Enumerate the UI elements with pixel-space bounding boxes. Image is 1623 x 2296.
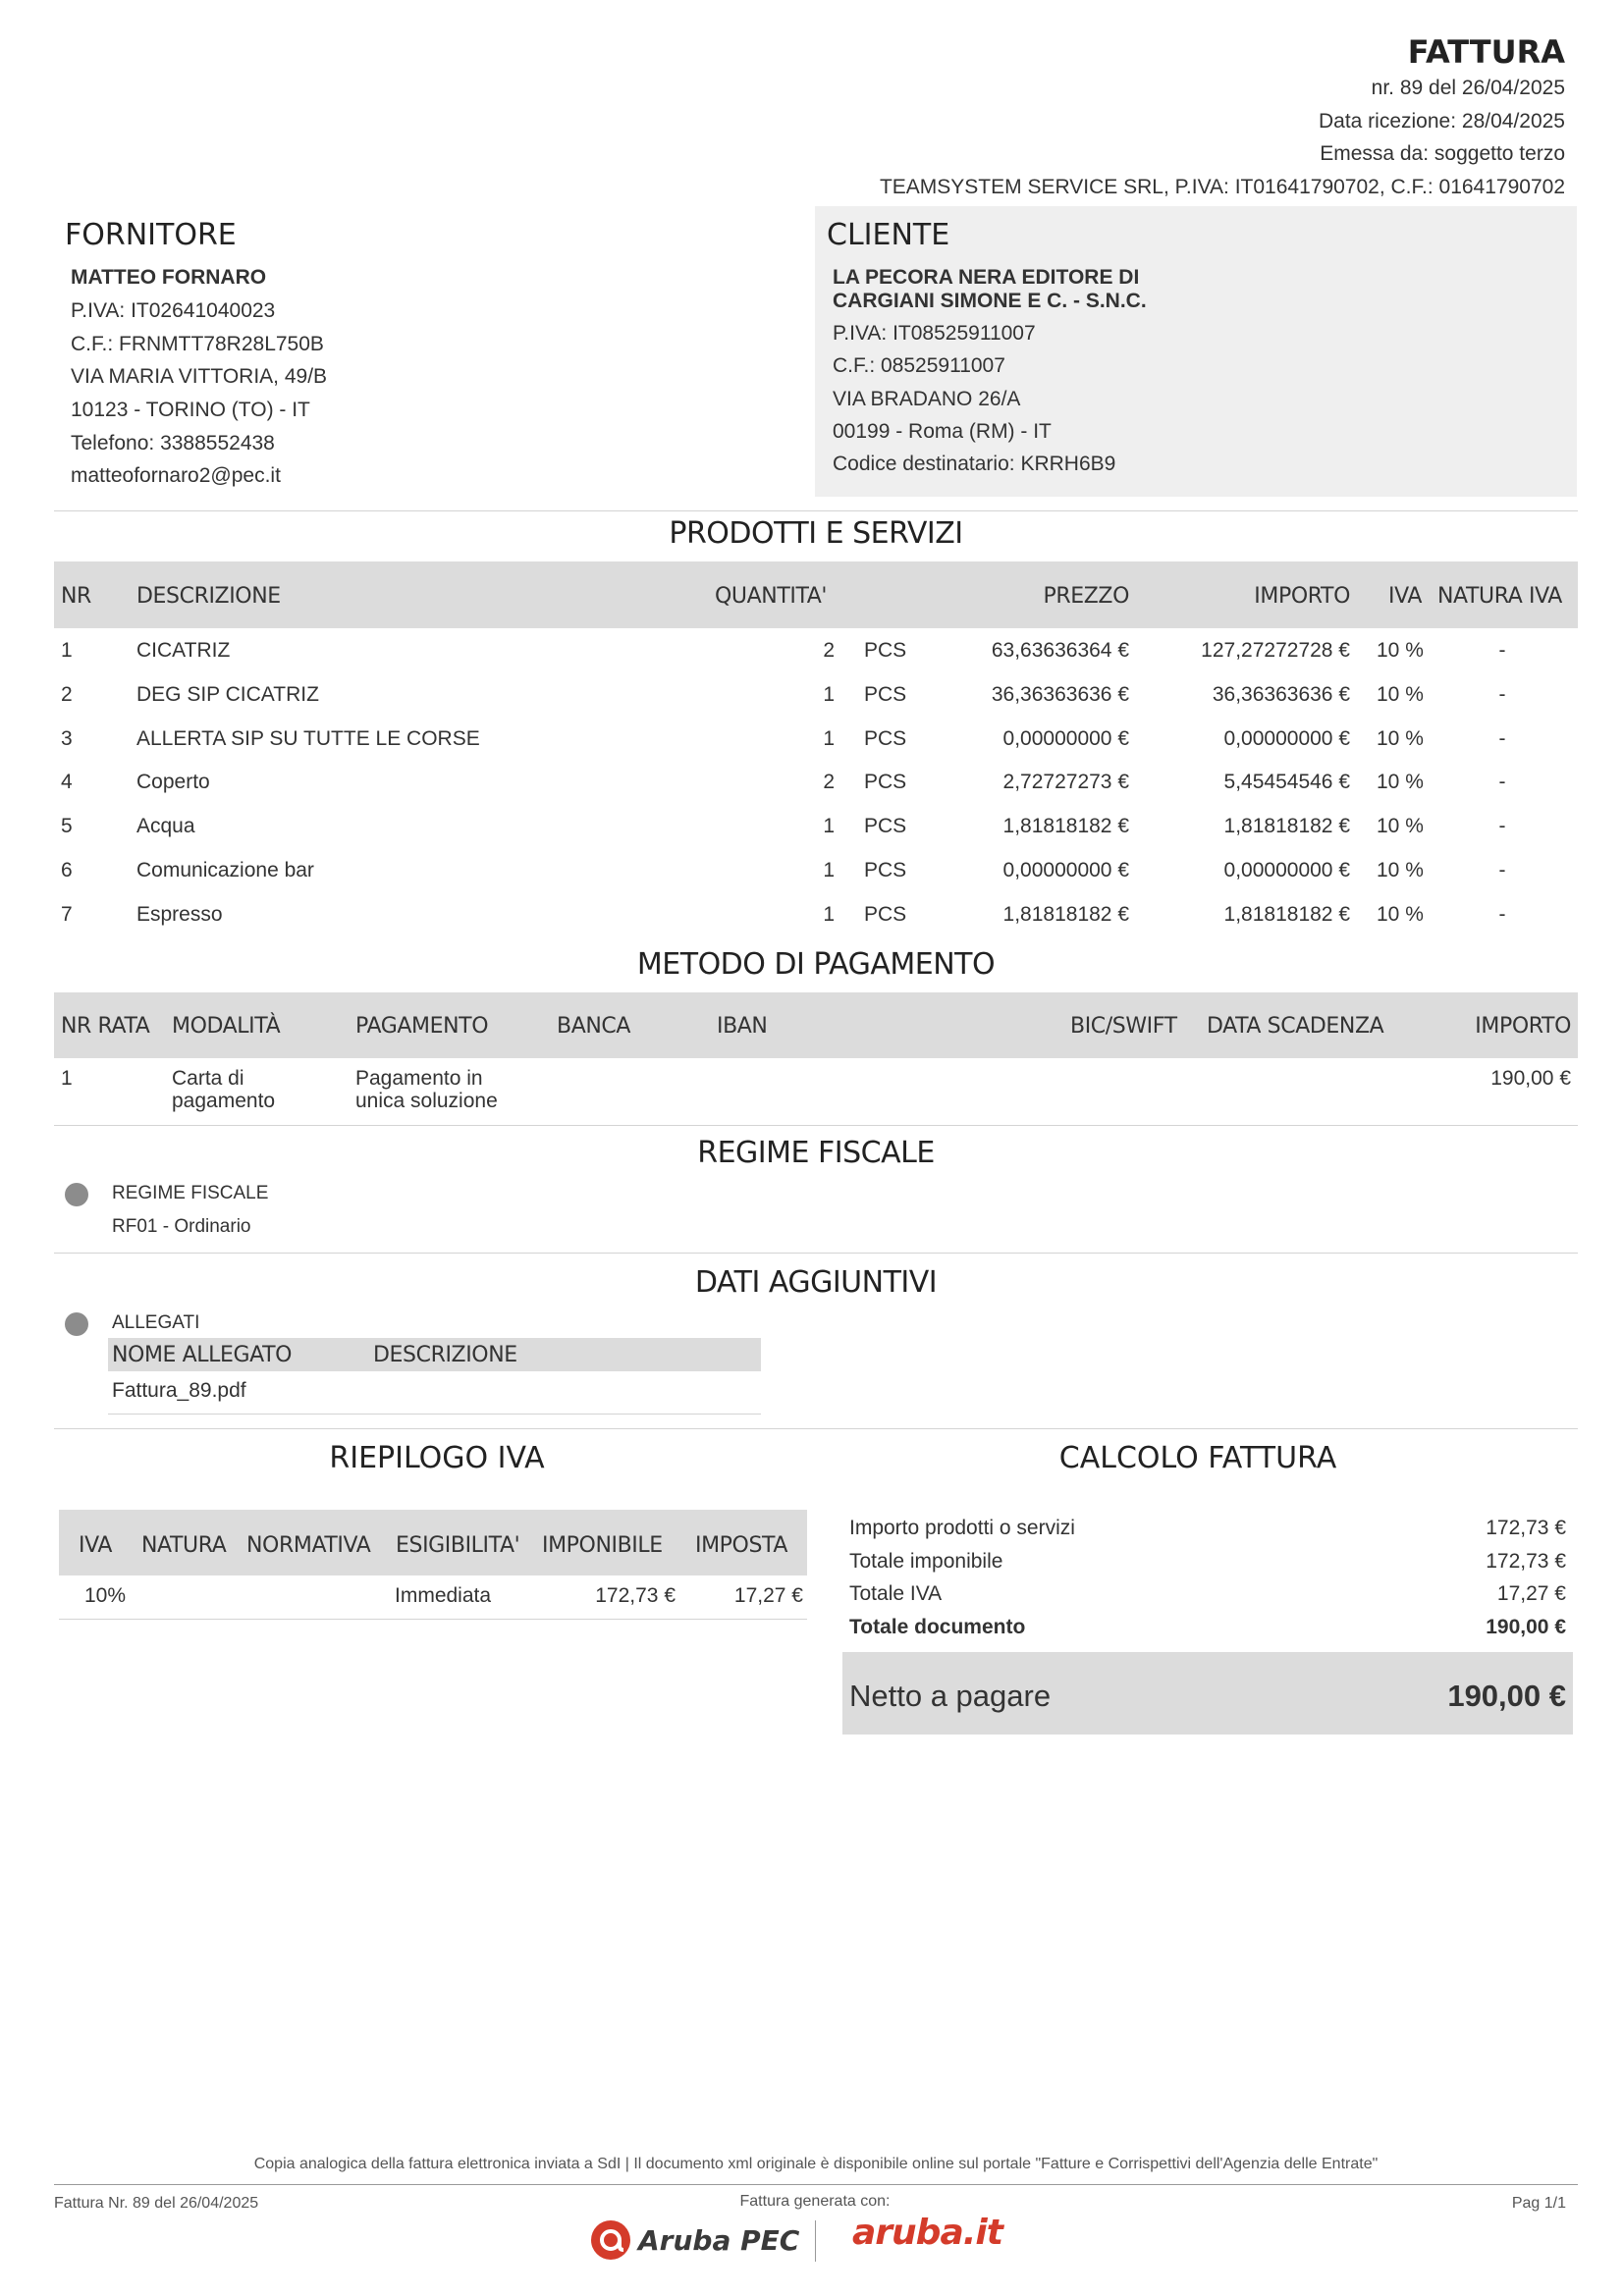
cell-amount: 5,45454546 € [1223, 771, 1350, 794]
cell-amount: 127,27272728 € [1201, 639, 1350, 662]
divider [54, 510, 1578, 511]
products-title: PRODOTTI E SERVIZI [669, 516, 963, 551]
calc-line-label: Totale documento [849, 1615, 1026, 1638]
cell-iva: 10 % [1377, 682, 1424, 706]
payment-amount: 190,00 € [1490, 1067, 1571, 1090]
divider [54, 2184, 1578, 2185]
cell-iva: 10 % [1377, 771, 1424, 794]
cell-unit: PCS [864, 771, 907, 794]
client-name-line1: LA PECORA NERA EDITORE DI [833, 266, 1140, 289]
cell-desc: ALLERTA SIP SU TUTTE LE CORSE [136, 726, 480, 750]
client-code: Codice destinatario: KRRH6B9 [833, 453, 1116, 475]
cell-desc: Espresso [136, 902, 223, 926]
cell-amount: 0,00000000 € [1223, 726, 1350, 750]
supplier-city: 10123 - TORINO (TO) - IT [71, 399, 310, 421]
col-pagamento: PAGAMENTO [355, 1014, 489, 1039]
cell-qty: 2 [823, 639, 835, 662]
cell-natura: - [1498, 771, 1506, 794]
cell-desc: Coperto [136, 771, 210, 794]
col-importo: IMPORTO [1475, 1014, 1571, 1039]
cell-natura: - [1498, 815, 1506, 838]
vat-esigibilita: Immediata [395, 1584, 492, 1607]
divider [108, 1414, 761, 1415]
cell-natura: - [1498, 726, 1506, 750]
payment-mode-line1: Carta di [172, 1067, 244, 1090]
client-name-line2: CARGIANI SIMONE E C. - S.N.C. [833, 290, 1147, 312]
supplier-address: VIA MARIA VITTORIA, 49/B [71, 365, 328, 388]
extra-title: DATI AGGIUNTIVI [694, 1265, 938, 1300]
attachments-label: ALLEGATI [112, 1312, 200, 1333]
divider [54, 1428, 1578, 1429]
col-nr-rata: NR RATA [61, 1014, 150, 1039]
calc-line-label: Totale IVA [849, 1582, 943, 1605]
aruba-it-logo: aruba.it [852, 2213, 1002, 2253]
cell-nr: 6 [61, 859, 73, 881]
cell-unit: PCS [864, 726, 907, 750]
invoice-number: nr. 89 del 26/04/2025 [1371, 77, 1565, 99]
cell-qty: 1 [823, 682, 835, 706]
cell-unit: PCS [864, 682, 907, 706]
client-heading: CLIENTE [827, 218, 950, 252]
footer-invoice-ref: Fattura Nr. 89 del 26/04/2025 [54, 2195, 259, 2212]
cell-price: 1,81818182 € [1002, 815, 1129, 838]
vat-summary-title: RIEPILOGO IVA [329, 1441, 545, 1475]
cell-nr: 3 [61, 726, 73, 750]
divider [54, 1125, 1578, 1126]
aruba-pec-logo-text: Aruba PEC [638, 2223, 800, 2257]
col-vat-imposta: IMPOSTA [695, 1533, 787, 1558]
footer-generated-with: Fattura generata con: [739, 2193, 891, 2210]
regime-bullet-icon [65, 1183, 88, 1206]
regime-label: REGIME FISCALE [112, 1183, 269, 1203]
issued-by: Emessa da: soggetto terzo [1320, 142, 1565, 165]
cell-natura: - [1498, 902, 1506, 926]
cell-iva: 10 % [1377, 815, 1424, 838]
cell-price: 2,72727273 € [1002, 771, 1129, 794]
cell-price: 36,36363636 € [991, 682, 1129, 706]
col-vat-natura: NATURA [141, 1533, 227, 1558]
col-price: PREZZO [1043, 584, 1129, 609]
cell-iva: 10 % [1377, 902, 1424, 926]
cell-qty: 1 [823, 815, 835, 838]
supplier-name: MATTEO FORNARO [71, 266, 267, 289]
cell-price: 63,63636364 € [991, 639, 1129, 662]
payment-type-line1: Pagamento in [355, 1067, 483, 1090]
calc-line-value: 190,00 € [1486, 1615, 1566, 1638]
calc-title: CALCOLO FATTURA [1058, 1441, 1337, 1475]
cell-natura: - [1498, 859, 1506, 881]
cell-amount: 1,81818182 € [1223, 902, 1350, 926]
client-address: VIA BRADANO 26/A [833, 388, 1021, 410]
payment-mode-line2: pagamento [172, 1090, 276, 1112]
cell-natura: - [1498, 639, 1506, 662]
col-nome-allegato: NOME ALLEGATO [112, 1343, 293, 1367]
calc-line-label: Importo prodotti o servizi [849, 1517, 1075, 1539]
supplier-cf: C.F.: FRNMTT78R28L750B [71, 333, 324, 355]
payment-title: METODO DI PAGAMENTO [636, 947, 996, 982]
cell-price: 0,00000000 € [1002, 859, 1129, 881]
net-to-pay-value: 190,00 € [1447, 1679, 1566, 1713]
cell-desc: Acqua [136, 815, 195, 838]
cell-desc: Comunicazione bar [136, 859, 314, 881]
col-descrizione: DESCRIZIONE [373, 1343, 517, 1367]
cell-nr: 1 [61, 639, 73, 662]
cell-amount: 1,81818182 € [1223, 815, 1350, 838]
client-cf: C.F.: 08525911007 [833, 354, 1005, 377]
regime-title: REGIME FISCALE [697, 1136, 935, 1170]
received-date: Data ricezione: 28/04/2025 [1318, 110, 1565, 133]
regime-value: RF01 - Ordinario [112, 1216, 251, 1237]
divider [59, 1619, 807, 1620]
col-modalita: MODALITÀ [172, 1014, 281, 1039]
col-amount: IMPORTO [1254, 584, 1350, 609]
col-nr: NR [61, 584, 91, 609]
cell-desc: CICATRIZ [136, 639, 231, 662]
vat-rate: 10% [84, 1584, 127, 1607]
col-data-scadenza: DATA SCADENZA [1207, 1014, 1384, 1039]
cell-natura: - [1498, 682, 1506, 706]
cell-nr: 7 [61, 902, 73, 926]
cell-qty: 1 [823, 726, 835, 750]
supplier-heading: FORNITORE [65, 218, 237, 252]
col-vat-esigibilita: ESIGIBILITA' [396, 1533, 520, 1558]
attachment-file-link[interactable]: Fattura_89.pdf [112, 1379, 246, 1402]
cell-amount: 36,36363636 € [1212, 682, 1350, 706]
payment-type-line2: unica soluzione [355, 1090, 498, 1112]
calc-line-value: 17,27 € [1496, 1582, 1566, 1605]
col-vat-imponibile: IMPONIBILE [542, 1533, 663, 1558]
col-vat-normativa: NORMATIVA [246, 1533, 371, 1558]
cell-amount: 0,00000000 € [1223, 859, 1350, 881]
vat-imposta: 17,27 € [733, 1584, 803, 1607]
client-piva: P.IVA: IT08525911007 [833, 322, 1036, 345]
cell-qty: 1 [823, 902, 835, 926]
cell-unit: PCS [864, 859, 907, 881]
cell-unit: PCS [864, 902, 907, 926]
aruba-pec-logo [589, 2218, 799, 2262]
col-iva: IVA [1388, 584, 1422, 609]
col-natura-iva: NATURA IVA [1437, 584, 1562, 609]
footer-note: Copia analogica della fattura elettronica inviata a SdI | Il documento xml originale è disponibile online sul portale "Fatture e Corrispettivi dell'Agenzia delle Entrate" [253, 2156, 1379, 2172]
vat-imponibile: 172,73 € [595, 1584, 676, 1607]
col-banca: BANCA [557, 1014, 631, 1039]
col-bic: BIC/SWIFT [1070, 1014, 1177, 1039]
col-iban: IBAN [717, 1014, 768, 1039]
divider [54, 1253, 1578, 1254]
cell-price: 0,00000000 € [1002, 726, 1129, 750]
cell-iva: 10 % [1377, 639, 1424, 662]
col-description: DESCRIZIONE [136, 584, 281, 609]
cell-nr: 2 [61, 682, 73, 706]
calc-line-value: 172,73 € [1486, 1549, 1566, 1573]
attachments-bullet-icon [65, 1312, 88, 1336]
calc-line-label: Totale imponibile [849, 1549, 1003, 1573]
cell-unit: PCS [864, 815, 907, 838]
cell-qty: 1 [823, 859, 835, 881]
supplier-piva: P.IVA: IT02641040023 [71, 299, 276, 322]
supplier-email: matteofornaro2@pec.it [71, 464, 281, 487]
cell-nr: 5 [61, 815, 73, 838]
calc-line-value: 172,73 € [1486, 1517, 1566, 1539]
cell-iva: 10 % [1377, 859, 1424, 881]
col-vat-iva: IVA [79, 1533, 112, 1558]
client-city: 00199 - Roma (RM) - IT [833, 420, 1052, 443]
divider [815, 2220, 816, 2262]
supplier-phone: Telefono: 3388552438 [71, 432, 275, 454]
cell-desc: DEG SIP CICATRIZ [136, 682, 319, 706]
aruba-pec-mark-icon [589, 2218, 632, 2262]
payment-nr: 1 [61, 1067, 73, 1090]
cell-nr: 4 [61, 771, 73, 794]
cell-iva: 10 % [1377, 726, 1424, 750]
cell-price: 1,81818182 € [1002, 902, 1129, 926]
col-quantity: QUANTITA' [715, 584, 828, 609]
document-title: FATTURA [1407, 33, 1565, 71]
footer-page: Pag 1/1 [1511, 2195, 1566, 2212]
issuer-info: TEAMSYSTEM SERVICE SRL, P.IVA: IT01641790702, C.F.: 01641790702 [879, 176, 1565, 198]
cell-qty: 2 [823, 771, 835, 794]
cell-unit: PCS [864, 639, 907, 662]
net-to-pay-label: Netto a pagare [849, 1679, 1052, 1713]
